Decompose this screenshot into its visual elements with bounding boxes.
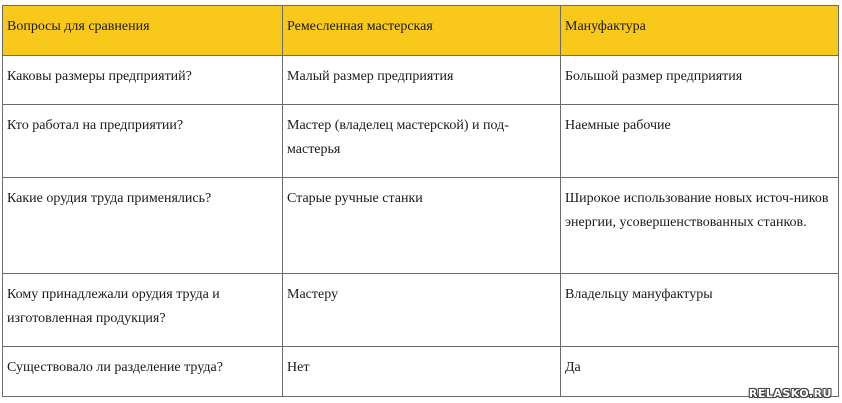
workshop-cell: Старые ручные станки [283,178,561,274]
question-cell: Существовало ли разделение труда? [3,347,283,397]
table-row [3,274,839,347]
question-cell: Кто работал на предприятии? [3,105,283,178]
manufactory-cell: Большой размер предприятия [561,56,839,105]
header-manufactory: Мануфактура [561,6,839,56]
comparison-table [2,5,839,397]
watermark: RELASKO.RU [748,387,832,400]
workshop-cell: Малый размер предприятия [283,56,561,105]
question-cell: Какие орудия труда применялись? [3,178,283,274]
manufactory-cell: Широкое использование новых источ-ников энергии, усовершенствованных станков. [561,178,839,274]
workshop-cell: Мастер (владелец мастерской) и под-мастерья [283,105,561,178]
table-row [3,178,839,274]
workshop-cell: Мастеру [283,274,561,347]
table-row [3,56,839,105]
table-row [3,105,839,178]
manufactory-cell: Наемные рабочие [561,105,839,178]
question-cell: Кому принадлежали орудия труда и изготовленная продукция? [3,274,283,347]
header-workshop: Ремесленная мастерская [283,6,561,56]
manufactory-cell: Владельцу мануфактуры [561,274,839,347]
manufactory-cell: Да [561,347,839,397]
question-cell: Каковы размеры предприятий? [3,56,283,105]
table-header-row [3,6,839,56]
table-row [3,347,839,397]
header-questions: Вопросы для сравнения [3,6,283,56]
workshop-cell: Нет [283,347,561,397]
